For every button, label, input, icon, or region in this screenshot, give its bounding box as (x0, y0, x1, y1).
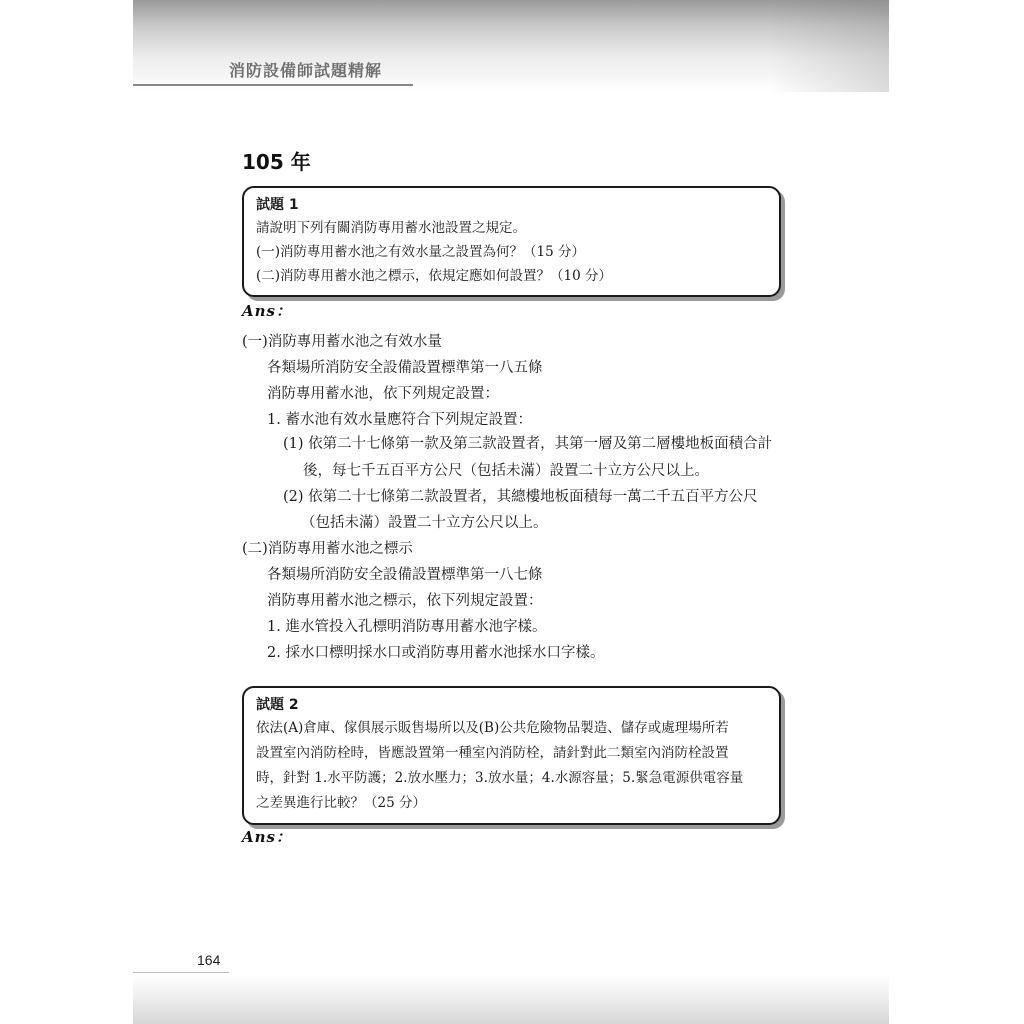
footer-rule (133, 972, 229, 973)
answer-line: (1) 依第二十七條第一款及第三款設置者，其第一層及第二層樓地板面積合計 (283, 436, 773, 452)
footer-band (133, 976, 889, 1024)
answer-line: 各類場所消防安全設備設置標準第一八七條 (267, 567, 543, 583)
question-line: (二)消防專用蓄水池之標示，依規定應如何設置？（10 分） (256, 268, 613, 284)
book-page (133, 0, 889, 1024)
answer-heading: (一)消防專用蓄水池之有效水量 (242, 334, 442, 350)
page-number: 164 (197, 952, 221, 968)
answer-line: (2) 依第二十七條第二款設置者，其總樓地板面積每一萬二千五百平方公尺 (283, 489, 758, 505)
header-rule (133, 84, 413, 86)
answer-line: 消防專用蓄水池，依下列規定設置： (267, 386, 499, 402)
answer-line: （包括未滿）設置二十立方公尺以上。 (301, 515, 548, 531)
answer-heading: (二)消防專用蓄水池之標示 (242, 541, 413, 557)
question-line: 之差異進行比較？（25 分） (256, 795, 426, 811)
answer-line: 各類場所消防安全設備設置標準第一八五條 (267, 360, 543, 376)
question-line: 時，針對 1.水平防護；2.放水壓力；3.放水量；4.水源容量；5.緊急電源供電容量 (256, 770, 744, 786)
answer-line: 1. 進水管投入孔標明消防專用蓄水池字樣。 (267, 619, 547, 635)
question-box-1 (242, 186, 781, 297)
section-year-title: 105 年 (242, 150, 311, 174)
question-line: 依法(A)倉庫、傢俱展示販售場所以及(B)公共危險物品製造、儲存或處理場所若 (256, 720, 729, 736)
answer-line: 1. 蓄水池有效水量應符合下列規定設置： (267, 412, 532, 428)
question-line: 設置室內消防栓時，皆應設置第一種室內消防栓，請針對此二類室內消防栓設置 (256, 745, 729, 761)
answer-line: 消防專用蓄水池之標示，依下列規定設置： (267, 593, 543, 609)
question-label: 試題 2 (256, 697, 299, 713)
question-box-2 (242, 686, 781, 825)
answer-label: Ans： (242, 302, 292, 320)
question-line: 請說明下列有關消防專用蓄水池設置之規定。 (256, 220, 526, 236)
question-label: 試題 1 (256, 197, 299, 213)
answer-label: Ans： (242, 828, 292, 846)
answer-line: 後，每七千五百平方公尺（包括未滿）設置二十立方公尺以上。 (303, 463, 709, 479)
answer-line: 2. 採水口標明採水口或消防專用蓄水池採水口字樣。 (267, 645, 605, 661)
question-line: (一)消防專用蓄水池之有效水量之設置為何？（15 分） (256, 244, 586, 260)
running-header-title: 消防設備師試題精解 (229, 61, 383, 80)
